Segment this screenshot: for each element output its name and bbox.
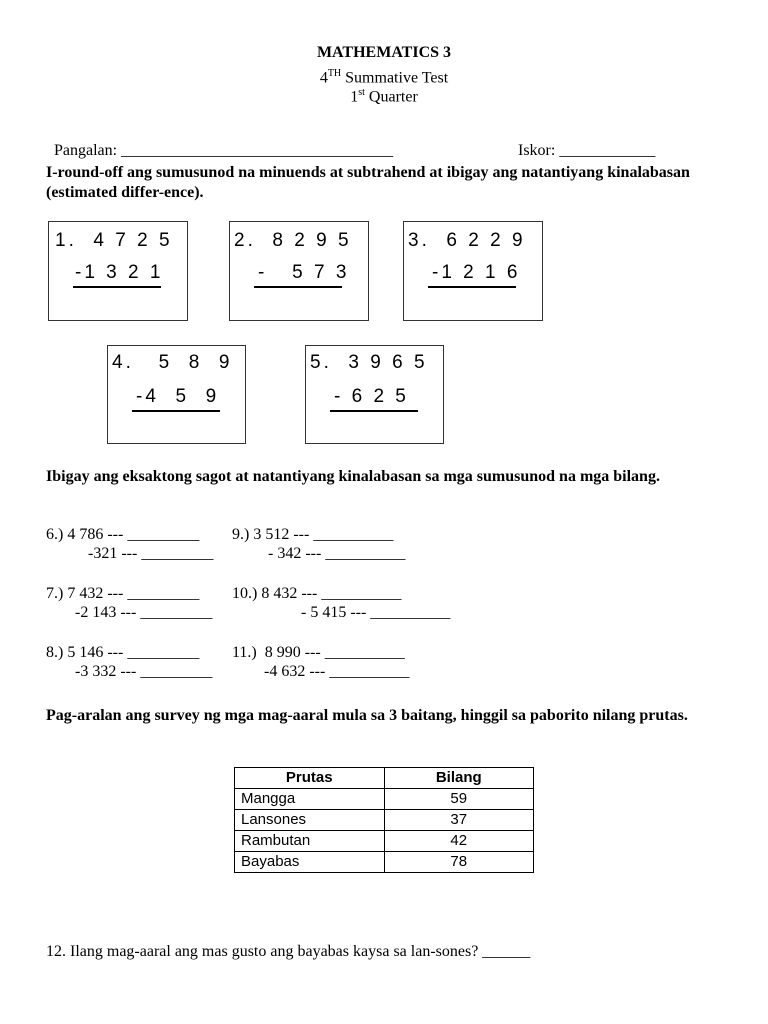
item-8-line1[interactable]: 8.) 5 146 --- _________ <box>46 644 200 661</box>
problem-box-1 <box>48 221 188 321</box>
fruit-name: Lansones <box>235 810 385 831</box>
section2-instruction: Ibigay ang eksaktong sagot at natantiyang kinalabasan sa mga sumusunod na mga bilang. <box>46 468 660 485</box>
table-row <box>235 810 534 831</box>
problem-subtrahend: - 6 2 5 <box>334 386 409 407</box>
fruit-name: Bayabas <box>235 852 385 873</box>
item-9-line2[interactable]: - 342 --- __________ <box>268 545 406 562</box>
item-10-line2[interactable]: - 5 415 --- __________ <box>301 604 451 621</box>
problem-subtrahend: -4 5 9 <box>136 386 220 407</box>
question-12[interactable]: 12. Ilang mag-aaral ang mas gusto ang bayabas kaysa sa lan-sones? ______ <box>46 943 531 960</box>
item-10-line1[interactable]: 10.) 8 432 --- __________ <box>232 585 402 602</box>
name-blank[interactable]: __________________________________ <box>121 142 394 159</box>
column-header: Prutas <box>235 768 385 789</box>
score-blank[interactable]: ____________ <box>559 142 656 159</box>
table-row <box>235 789 534 810</box>
problem-minuend: 4. 5 8 9 <box>112 352 233 373</box>
answer-line <box>132 410 220 412</box>
section3-instruction: Pag-aralan ang survey ng mga mag-aaral mula sa 3 baitang, hinggil sa paborito nilang prutas. <box>46 707 688 724</box>
subtitle-superscript: TH <box>327 68 342 79</box>
subtitle-text: Summative Test <box>341 69 449 87</box>
name-field[interactable] <box>46 124 393 160</box>
title-text: MATHEMATICS 3 <box>316 44 452 61</box>
quarter-label <box>0 83 768 107</box>
fruit-name: Mangga <box>235 789 385 810</box>
quarter-text: Quarter <box>364 88 418 106</box>
problem-minuend: 2. 8 2 9 5 <box>234 230 352 251</box>
item-6-line1[interactable]: 6.) 4 786 --- _________ <box>46 526 200 543</box>
problem-box-5 <box>305 345 444 444</box>
item-11-line2[interactable]: -4 632 --- __________ <box>264 663 410 680</box>
answer-line <box>254 286 342 288</box>
problem-subtrahend: -1 2 1 6 <box>432 262 521 283</box>
item-11-line1[interactable]: 11.) 8 990 --- __________ <box>232 644 405 661</box>
fruit-count: 59 <box>384 789 534 810</box>
table-row <box>235 852 534 873</box>
score-label: Iskor: <box>518 142 560 159</box>
column-header: Bilang <box>384 768 534 789</box>
answer-line <box>73 286 161 288</box>
table-row <box>235 831 534 852</box>
quarter-superscript: st <box>358 87 365 98</box>
item-9-line1[interactable]: 9.) 3 512 --- __________ <box>232 526 394 543</box>
section1-instruction: I-round-off ang sumusunod na minuends at subtrahend at ibigay ang natantiyang kinalabasan (estimated differ-ence). <box>46 164 690 201</box>
problem-minuend: 5. 3 9 6 5 <box>310 352 428 373</box>
item-7-line1[interactable]: 7.) 7 432 --- _________ <box>46 585 200 602</box>
name-label: Pangalan: <box>54 142 122 159</box>
problem-minuend: 3. 6 2 2 9 <box>408 230 526 251</box>
problem-subtrahend: -1 3 2 1 <box>75 262 164 283</box>
problem-subtrahend: - 5 7 3 <box>258 262 350 283</box>
item-8-line2[interactable]: -3 332 --- _________ <box>75 663 213 680</box>
quarter-number: 1 <box>350 88 359 106</box>
problem-minuend: 1. 4 7 2 5 <box>55 230 173 251</box>
item-7-line2[interactable]: -2 143 --- _________ <box>75 604 213 621</box>
fruit-name: Rambutan <box>235 831 385 852</box>
problem-box-2 <box>229 221 369 321</box>
item-6-line2[interactable]: -321 --- _________ <box>88 545 214 562</box>
score-field[interactable] <box>510 124 655 160</box>
fruit-count: 42 <box>384 831 534 852</box>
fruit-survey-table <box>234 767 534 873</box>
answer-line <box>428 286 516 288</box>
subtitle-number: 4 <box>319 69 328 87</box>
fruit-count: 37 <box>384 810 534 831</box>
table-header-row <box>235 768 534 789</box>
page-title <box>0 43 768 63</box>
problem-box-3 <box>403 221 543 321</box>
problem-box-4 <box>107 345 246 444</box>
answer-line <box>330 410 418 412</box>
fruit-count: 78 <box>384 852 534 873</box>
